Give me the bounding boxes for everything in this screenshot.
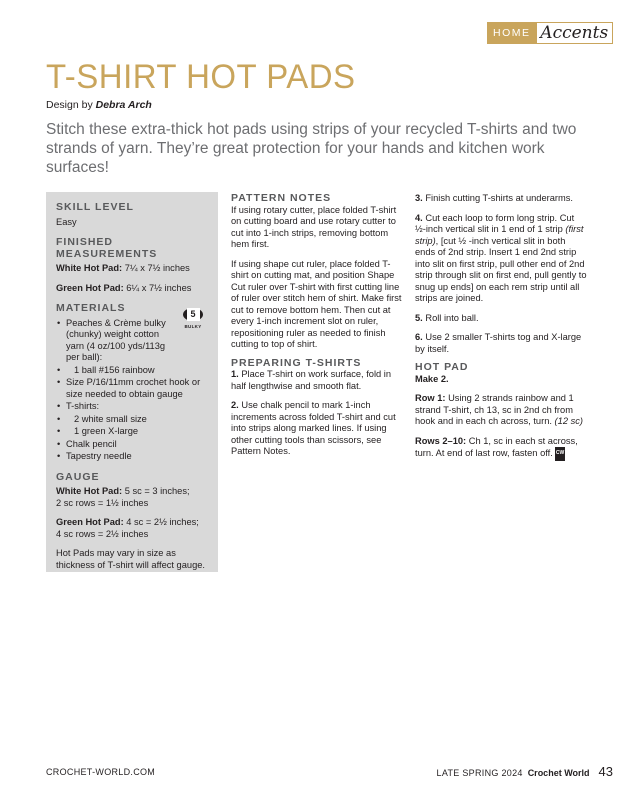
gauge-note: Hot Pads may vary in size as thickness of T-shirt will affect gauge. (56, 548, 205, 570)
list-item: • Peaches & Crème bulky (chunky) weight cotton yarn (4 oz/100 yds/113g per ball): (56, 318, 208, 364)
gauge-heading: GAUGE (56, 470, 100, 483)
list-item: • 1 green X-large (56, 426, 208, 438)
list-item: • 1 ball #156 rainbow (56, 365, 208, 377)
step-3: 3. Finish cutting T-shirts at underarms. (415, 193, 573, 203)
list-item: • Chalk pencil (56, 439, 208, 451)
end-mark-icon: CW (555, 447, 565, 461)
skill-level-heading: SKILL LEVEL (56, 201, 134, 213)
pattern-info-sidebar (46, 192, 218, 572)
footer-folio (437, 764, 613, 779)
white-measurement: White Hot Pad: 7¼ x 7½ inches (56, 263, 190, 273)
row-1-instruction: Row 1: Using 2 strands rainbow and 1 strand T-shirt, ch 13, sc in 2nd ch from hook and in each ch across, turn. (12 sc) (415, 393, 583, 426)
rows-2-10-instruction: Rows 2–10: Ch 1, sc in each st across, turn. At end of last row, fasten off. CW (415, 436, 587, 461)
footer-website: CROCHET-WORLD.COM (46, 767, 156, 777)
white-gauge: White Hot Pad: 5 sc = 3 inches; 2 sc rows = 1½ inches (56, 486, 190, 508)
list-item: • 2 white small size (56, 414, 208, 426)
pattern-note-1: If using rotary cutter, place folded T-shirt on cutting board and use rotary cutter to cut into 1-inch strips, removing bottom hem first. (231, 204, 397, 249)
materials-list (56, 318, 208, 463)
page-number: 43 (598, 764, 613, 779)
section-label: HOME (487, 22, 537, 44)
green-measurement: Green Hot Pad: 6¼ x 7½ inches (56, 282, 192, 293)
green-gauge: Green Hot Pad: 4 sc = 2½ inches; 4 sc rows = 2½ inches (56, 517, 199, 539)
materials-heading: MATERIALS (56, 302, 126, 314)
designer-name: Debra Arch (95, 99, 152, 111)
page-title: T-SHIRT HOT PADS (46, 58, 356, 96)
preparing-heading: PREPARING T-SHIRTS (231, 356, 362, 369)
pattern-note-2: If using shape cut ruler, place folded T-shirt on cutting mat, and position Shape Cut ruler over T-shirt with first cutting line of ruler over stitch hem of shirt. Make first cut to remove bottom hem. Then cut at every 1-inch increment slot on ruler, repositioning ruler as needed to finish cutting to top of shirt. (231, 258, 402, 349)
designer-credit: Design by Debra Arch (46, 99, 152, 111)
make-count: Make 2. (415, 373, 449, 384)
step-5: 5. Roll into ball. (415, 312, 479, 323)
list-item: • Size P/16/11mm crochet hook or size needed to obtain gauge (56, 377, 208, 400)
skill-level-value: Easy (56, 216, 77, 227)
list-item: • Tapestry needle (56, 451, 208, 463)
step-1: 1. Place T-shirt on work surface, fold in half lengthwise and smooth flat. (231, 369, 392, 391)
pattern-notes-heading: PATTERN NOTES (231, 192, 332, 204)
step-6: 6. Use 2 smaller T-shirts tog and X-large by itself. (415, 332, 582, 354)
column-right (415, 193, 587, 461)
finished-measurements-heading: FINISHED MEASUREMENTS (56, 236, 158, 260)
intro-text: Stitch these extra-thick hot pads using strips of your recycled T-shirts and two strands of yarn. They’re great protection for your hands and kitchen work surfaces! (46, 121, 577, 176)
footer-issue: LATE SPRING 2024 (436, 768, 523, 778)
section-badge (487, 22, 613, 44)
step-2: 2. Use chalk pencil to mark 1-inch increments across folded T-shirt and cut into strips along marked lines. If using other cutting tools than scissors, see Pattern Notes. (231, 400, 396, 456)
footer-magazine: Crochet World (527, 768, 590, 778)
column-middle (231, 193, 403, 458)
hot-pad-heading: HOT PAD (415, 361, 469, 373)
step-4: 4. Cut each loop to form long strip. Cut ½-inch vertical slit in 1 end of 1 strip (first strip), [cut ½ -inch vertical slit in both ends of 2nd strip. Insert 1 end 2nd strip into slit on first strip, pull other end of 2nd strip through slit on first end, pull gently to snug up ends] on each rem strip until all strips are joined. (415, 212, 587, 303)
list-item: • T-shirts: (56, 401, 208, 413)
yarn-weight-icon: 5 BULKY (184, 308, 202, 329)
subsection-label: Accents (537, 22, 614, 44)
